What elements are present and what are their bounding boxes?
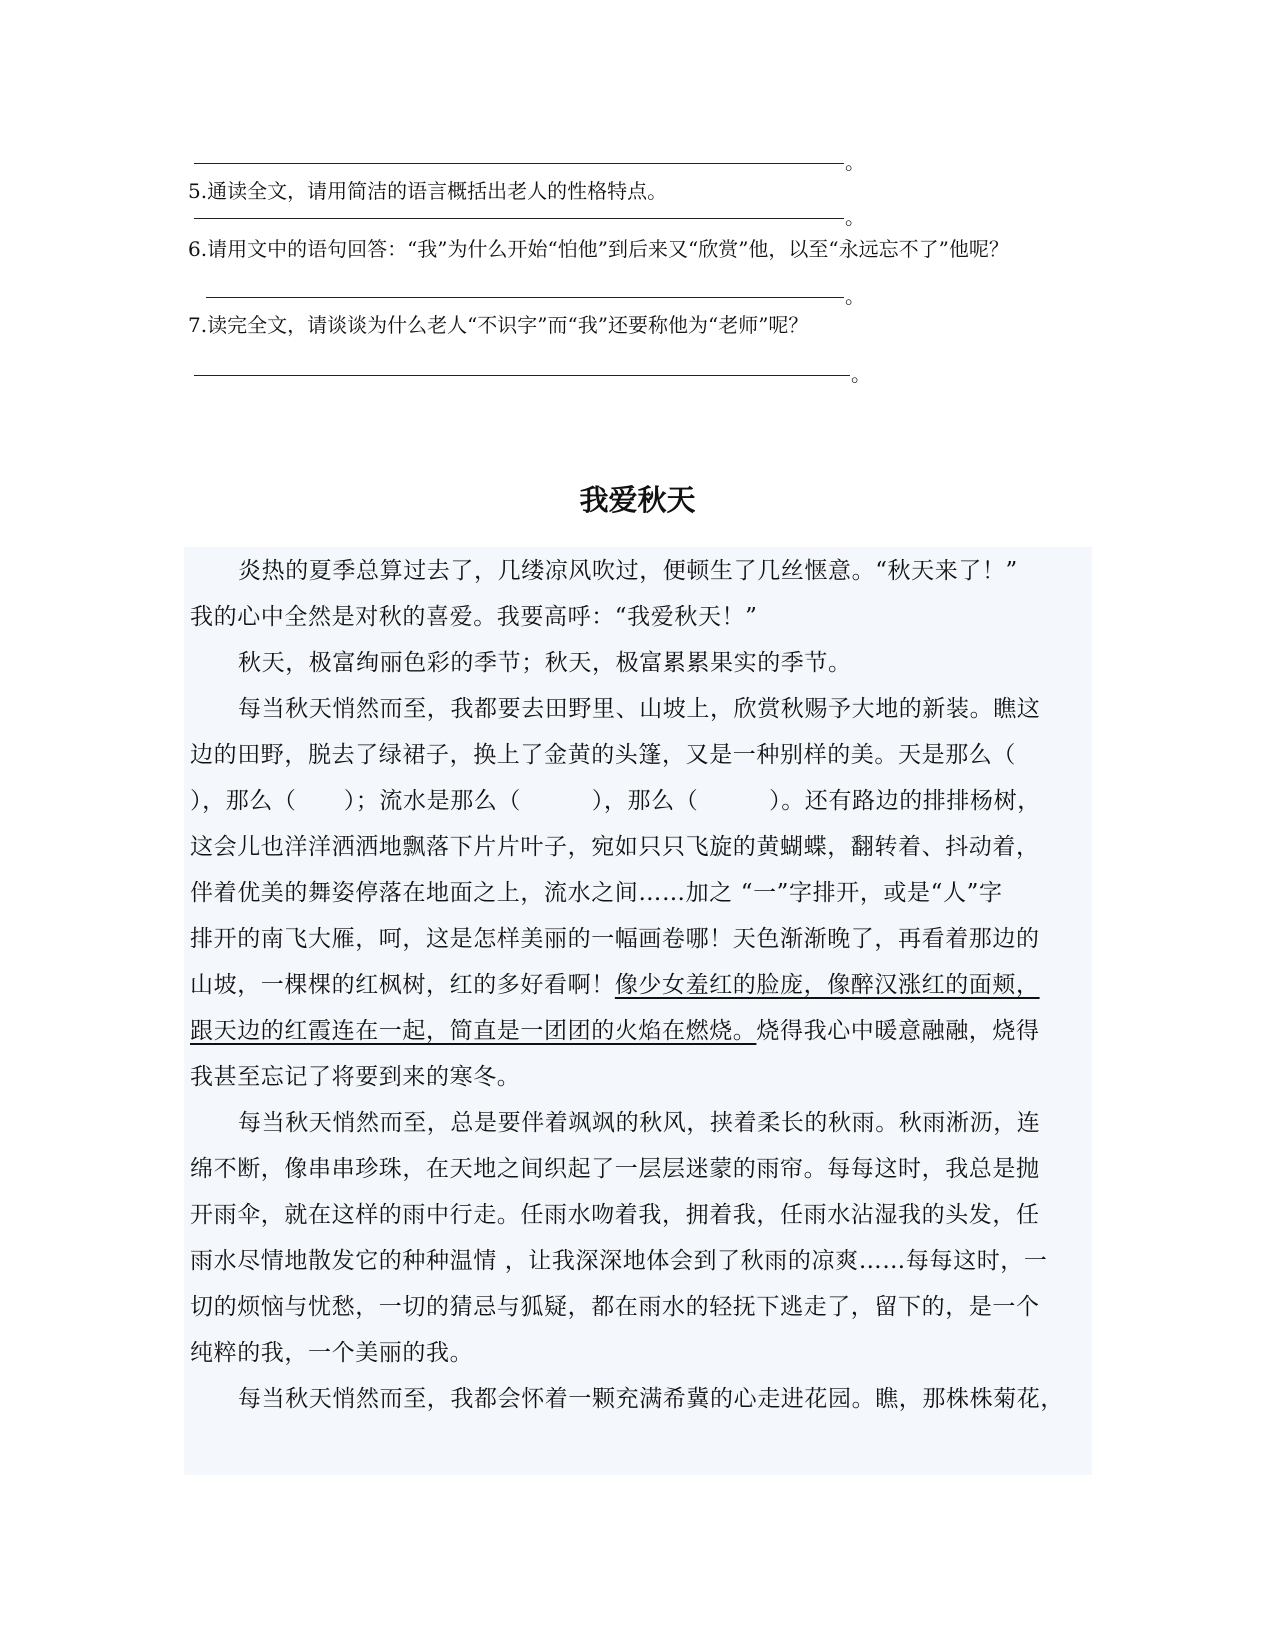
passage-line: 这会儿也洋洋洒洒地飘落下片片叶子，宛如只只飞旋的黄蝴蝶，翻转着、抖动着， [190, 834, 1040, 860]
passage-line: 纯粹的我，一个美丽的我。 [190, 1340, 474, 1366]
passage-line: 边的田野，脱去了绿裙子，换上了金黄的头篷，又是一种别样的美。天是那么（ [190, 742, 1016, 768]
passage-line: 雨水尽情地散发它的种种温情 ，让我深深地体会到了秋雨的凉爽……每每这时，一 [190, 1248, 1048, 1274]
passage-line: 秋天，极富绚丽色彩的季节；秋天，极富累累果实的季节。 [238, 650, 852, 676]
answer-line-end: 。 [851, 362, 871, 386]
underlined-sentence: 跟天边的红霞连在一起，简直是一团团的火焰在燃烧。 [190, 1018, 757, 1044]
answer-line-end: 。 [845, 150, 865, 174]
answer-line-end: 。 [845, 205, 865, 229]
passage-line: 开雨伞，就在这样的雨中行走。任雨水吻着我，拥着我，任雨水沾湿我的头发，任 [190, 1202, 1040, 1228]
answer-line-5 [194, 218, 844, 219]
question-5: 5.通读全文，请用简洁的语言概括出老人的性格特点。 [188, 179, 668, 203]
answer-line-6 [206, 297, 844, 298]
passage-text: 烧得我心中暖意融融，烧得 [756, 1018, 1040, 1044]
passage-line: ），那么（ ）；流水是那么（ ），那么（ ）。还有路边的排排杨树， [190, 788, 1041, 814]
question-6: 6.请用文中的语句回答：“我”为什么开始“怕他”到后来又“欣赏”他，以至“永远忘不了”他呢？ [188, 237, 1009, 261]
passage-body [184, 547, 1092, 1475]
passage-text: 山坡，一棵棵的红枫树，红的多好看啊！ [190, 972, 615, 998]
passage-line: 每当秋天悄然而至，我都会怀着一颗充满希冀的心走进花园。瞧，那株株菊花， [238, 1386, 1064, 1412]
answer-line-4 [194, 163, 844, 164]
passage-line [190, 1007, 1040, 1055]
passage-line: 每当秋天悄然而至，我都要去田野里、山坡上，欣赏秋赐予大地的新装。瞧这 [238, 696, 1041, 722]
passage-line: 绵不断，像串串珍珠，在天地之间织起了一层层迷蒙的雨帘。每每这时，我总是抛 [190, 1156, 1040, 1182]
underlined-sentence: 像少女羞红的脸庞，像醉汉涨红的面颊， [614, 972, 1040, 998]
passage-line: 我甚至忘记了将要到来的寒冬。 [190, 1064, 521, 1090]
question-7: 7.读完全文，请谈谈为什么老人“不识字”而“我”还要称他为“老师”呢？ [188, 313, 809, 337]
answer-line-7 [194, 375, 850, 376]
passage-line: 炎热的夏季总算过去了，几缕凉风吹过，便顿生了几丝惬意。“秋天来了！” [238, 558, 1018, 584]
passage-line [190, 961, 1040, 1009]
passage-title: 我爱秋天 [579, 483, 696, 517]
passage-line: 伴着优美的舞姿停落在地面之上，流水之间……加之 “一”字排开，或是“人”字 [190, 880, 1003, 906]
passage-line: 排开的南飞大雁，呵，这是怎样美丽的一幅画卷哪！天色渐渐晚了，再看着那边的 [190, 926, 1040, 952]
passage-line: 每当秋天悄然而至，总是要伴着飒飒的秋风，挟着柔长的秋雨。秋雨淅沥，连 [238, 1110, 1041, 1136]
answer-line-end: 。 [845, 284, 865, 308]
passage-line: 切的烦恼与忧愁，一切的猜忌与狐疑，都在雨水的轻抚下逃走了，留下的，是一个 [190, 1294, 1040, 1320]
passage-line: 我的心中全然是对秋的喜爱。我要高呼：“我爱秋天！” [190, 604, 758, 630]
